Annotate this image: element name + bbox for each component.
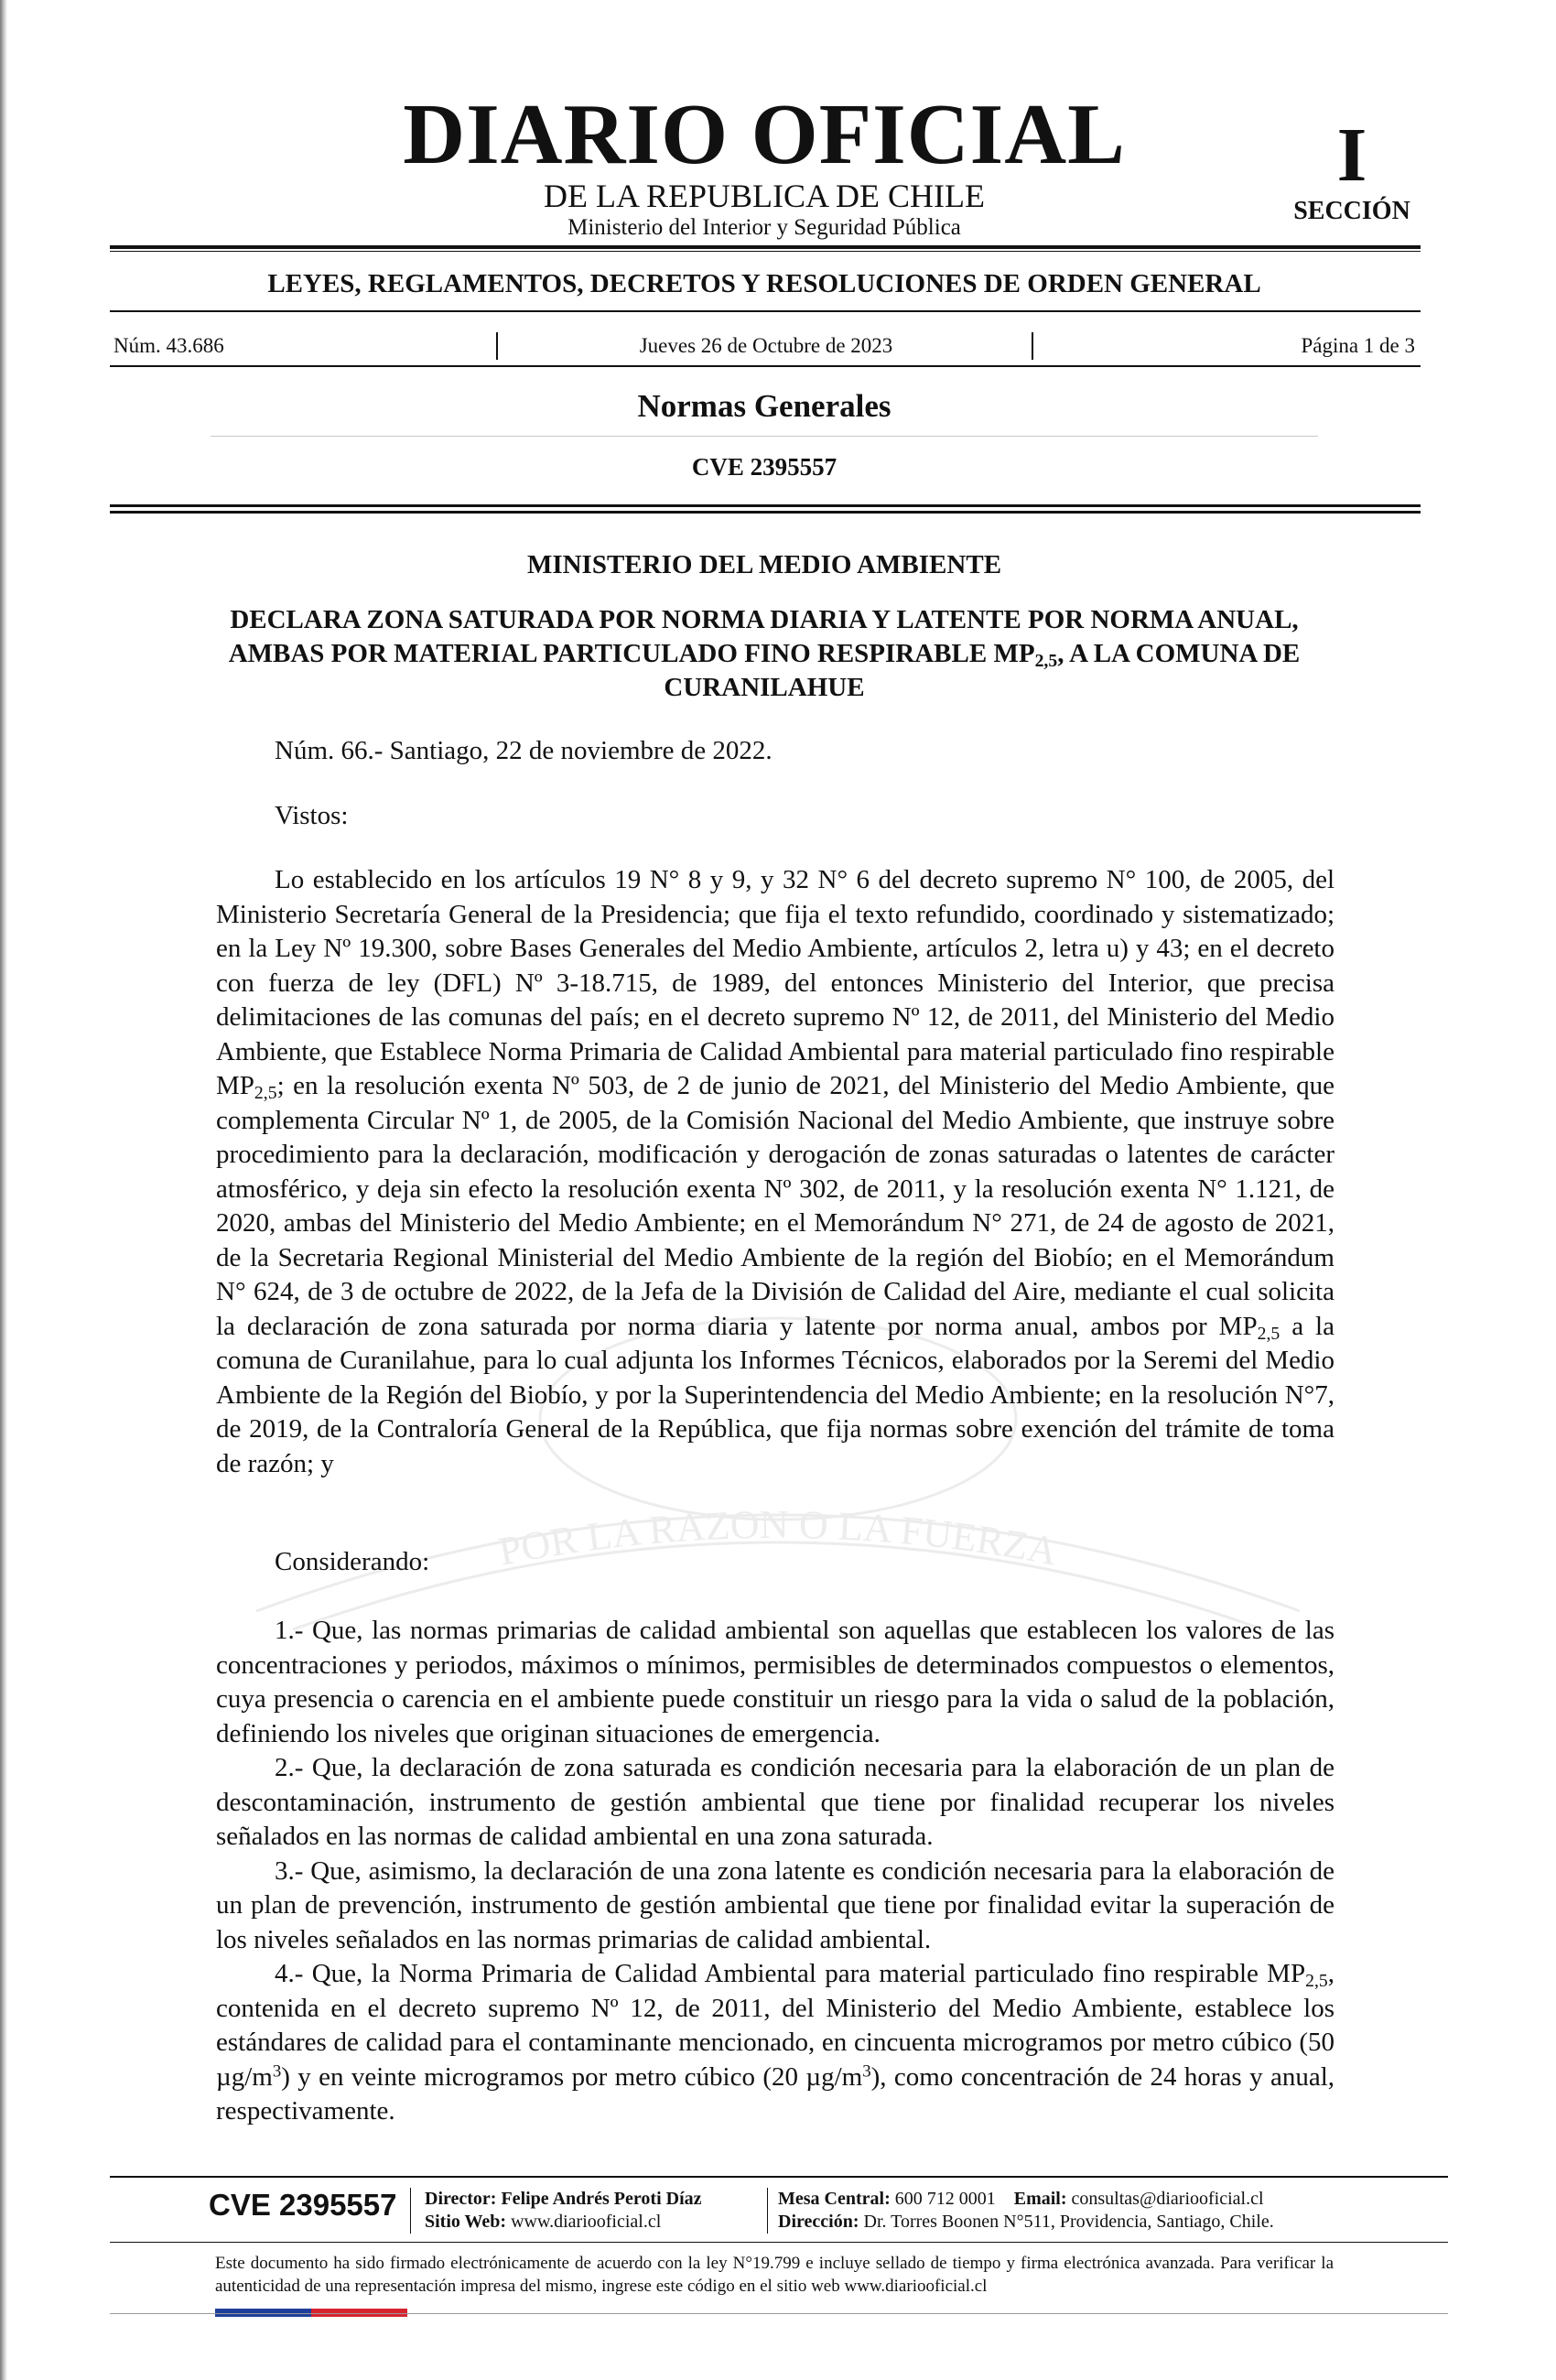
newspaper-ministry: Ministerio del Interior y Seguridad Pública — [567, 215, 961, 240]
section-banner: LEYES, REGLAMENTOS, DECRETOS Y RESOLUCIONES DE ORDEN GENERAL — [267, 269, 1261, 298]
newspaper-title: DIARIO OFICIAL — [403, 87, 1126, 182]
considerando-3: 3.- Que, asimismo, la declaración de una zona latente es condición necesaria para la elaboración de un plan de prevención, instrumento de gestión ambiental que tiene por finalidad evitar la superación de los niveles señalados en las normas primarias de calidad ambiental. — [216, 1855, 1334, 1954]
svg-text:POR LA RAZON O LA FUERZA — [495, 1502, 1062, 1574]
content-rule-2 — [110, 511, 1421, 514]
footer-legal-notice: Este documento ha sido firmado electrónicamente de acuerdo con la ley N°19.799 e incluye sellado de tiempo y firma electrónica avanzada. Para verificar la autenticidad de una representación impresa del mismo, ingrese este código en el sitio web www.diariooficial.cl — [215, 2254, 1334, 2296]
footer-cve: CVE 2395557 — [209, 2188, 397, 2222]
email-link[interactable]: consultas@diariooficial.cl — [1071, 2189, 1264, 2209]
decree-number-line: Núm. 66.- Santiago, 22 de noviembre de 2022. — [275, 736, 773, 765]
footer-website: Sitio Web: www.diariooficial.cl — [425, 2212, 662, 2232]
considerando-1: 1.- Que, las normas primarias de calidad ambiental son aquellas que establecen los valores de las concentraciones y periodos, máximos o mínimos, permisibles de determinados compuestos o elementos, cuya presencia o carencia en el ambiente puede constituir un riesgo para la vida o salud de la población, definiendo los niveles que originan situaciones de emergencia. — [216, 1616, 1334, 1748]
page-edge-shadow — [0, 0, 7, 2380]
footer-address: Dirección: Dr. Torres Boonen N°511, Providencia, Santiago, Chile. — [778, 2212, 1274, 2232]
vistos-heading: Vistos: — [275, 801, 349, 830]
issue-date: Jueves 26 de Octubre de 2023 — [639, 334, 893, 357]
category-heading: Normas Generales — [637, 388, 891, 424]
considerando-4: 4.- Que, la Norma Primaria de Calidad Ambiental para material particulado fino respirable $MP_{2,5}$, contenida en el decreto supremo Nº 12, de 2011, del Ministerio del Medio Ambiente, establece los estándares de calidad para el contaminante mencionado, en cincuenta microgramos por metro cúbico (50 $\mu g/m^3$) y en veinte microgramos por metro cúbico (20 $\mu g/m^3$), como concentración de 24 horas y anual, respectivamente. — [216, 1959, 1334, 2126]
banner-rule — [110, 310, 1421, 312]
decree-title: DECLARA ZONA SATURADA POR NORMA DIARIA Y LATENTE POR NORMA ANUAL, AMBAS POR MATERIAL PARTICULADO FINO RESPIRABLE $MP_{2,5}$, A LA COMUNA DE CURANILAHUE — [228, 605, 1301, 702]
issuing-ministry: MINISTERIO DEL MEDIO AMBIENTE — [526, 550, 1002, 579]
meta-separator — [1032, 332, 1033, 360]
cve-code: CVE 2395557 — [691, 453, 837, 481]
considerando-2: 2.- Que, la declaración de zona saturada es condición necesaria para la elaboración de un plan de descontaminación, instrumento de gestión ambiental que tiene por finalidad recuperar los niveles señalados en las normas de calidad ambiental en una zona saturada. — [216, 1753, 1334, 1851]
header-rule-top — [110, 245, 1421, 249]
category-divider — [211, 436, 1318, 437]
header-rule-top-thin — [110, 251, 1421, 252]
considerando-paragraphs — [216, 1614, 1334, 2129]
section-number: I — [1336, 113, 1367, 198]
newspaper-subtitle: DE LA REPUBLICA DE CHILE — [544, 178, 985, 214]
page-number: Página 1 de 3 — [1301, 334, 1415, 357]
meta-separator — [496, 332, 498, 360]
section-label: SECCIÓN — [1293, 197, 1410, 225]
issue-info-row — [112, 332, 1421, 360]
meta-rule — [110, 365, 1421, 367]
considerando-heading: Considerando: — [275, 1547, 430, 1576]
footer-contact: Mesa Central: 600 712 0001 Email: consultas@diariooficial.cl — [778, 2189, 1264, 2209]
content-rule-1 — [110, 504, 1421, 507]
vistos-paragraph: Lo establecido en los artículos 19 N° 8 y 9, y 32 N° 6 del decreto supremo N° 100, de 2005, del Ministerio Secretaría General de la Presidencia; que fija el texto refundido, coordinado y sistematizado; en la Ley Nº 19.300, sobre Bases Generales del Medio Ambiente, artículos 2, letra u) y 43; en el decreto con fuerza de ley (DFL) Nº 3-18.715, de 1989, del entonces Ministerio del Interior, que precisa delimitaciones de las comunas del país; en el decreto supremo Nº 12, de 2011, del Ministerio del Medio Ambiente, que Establece Norma Primaria de Calidad Ambiental para material particulado fino respirable $MP_{2,5}$; en la resolución exenta Nº 503, de 2 de junio de 2021, del Ministerio del Medio Ambiente, que complementa Circular Nº 1, de 2005, de la Comisión Nacional del Medio Ambiente, que instruye sobre procedimiento para la declaración, modificación y derogación de zonas saturadas o latentes de carácter atmosférico, y deja sin efecto la resolución exenta Nº 302, de 2011, y la resolución exenta N° 1.121, de 2020, ambas del Ministerio del Medio Ambiente; en el Memorándum N° 271, de 24 de agosto de 2021, de la Secretaria Regional Ministerial del Medio Ambiente de la región del Biobío; en el Memorándum N° 624, de 3 de octubre de 2022, de la Jefa de la División de Calidad del Aire, mediante el cual solicita la declaración de zona saturada por norma diaria y latente por norma anual, ambos por $MP_{2,5}$ a la comuna de Curanilahue, para lo cual adjunta los Informes Técnicos, elaborados por la Seremi del Medio Ambiente de la Región del Biobío, y por la Superintendencia del Medio Ambiente; en la resolución N°7, de 2019, de la Contraloría General de la República, que fija normas sobre exención del trámite de toma de razón; y — [216, 865, 1334, 1478]
footer-director: Director: Felipe Andrés Peroti Díaz — [425, 2189, 702, 2209]
website-link[interactable]: www.diariooficial.cl — [511, 2212, 662, 2232]
issue-number: Núm. 43.686 — [113, 334, 224, 357]
watermark-motto: POR LA RAZON O LA FUERZA — [494, 1501, 1062, 1574]
